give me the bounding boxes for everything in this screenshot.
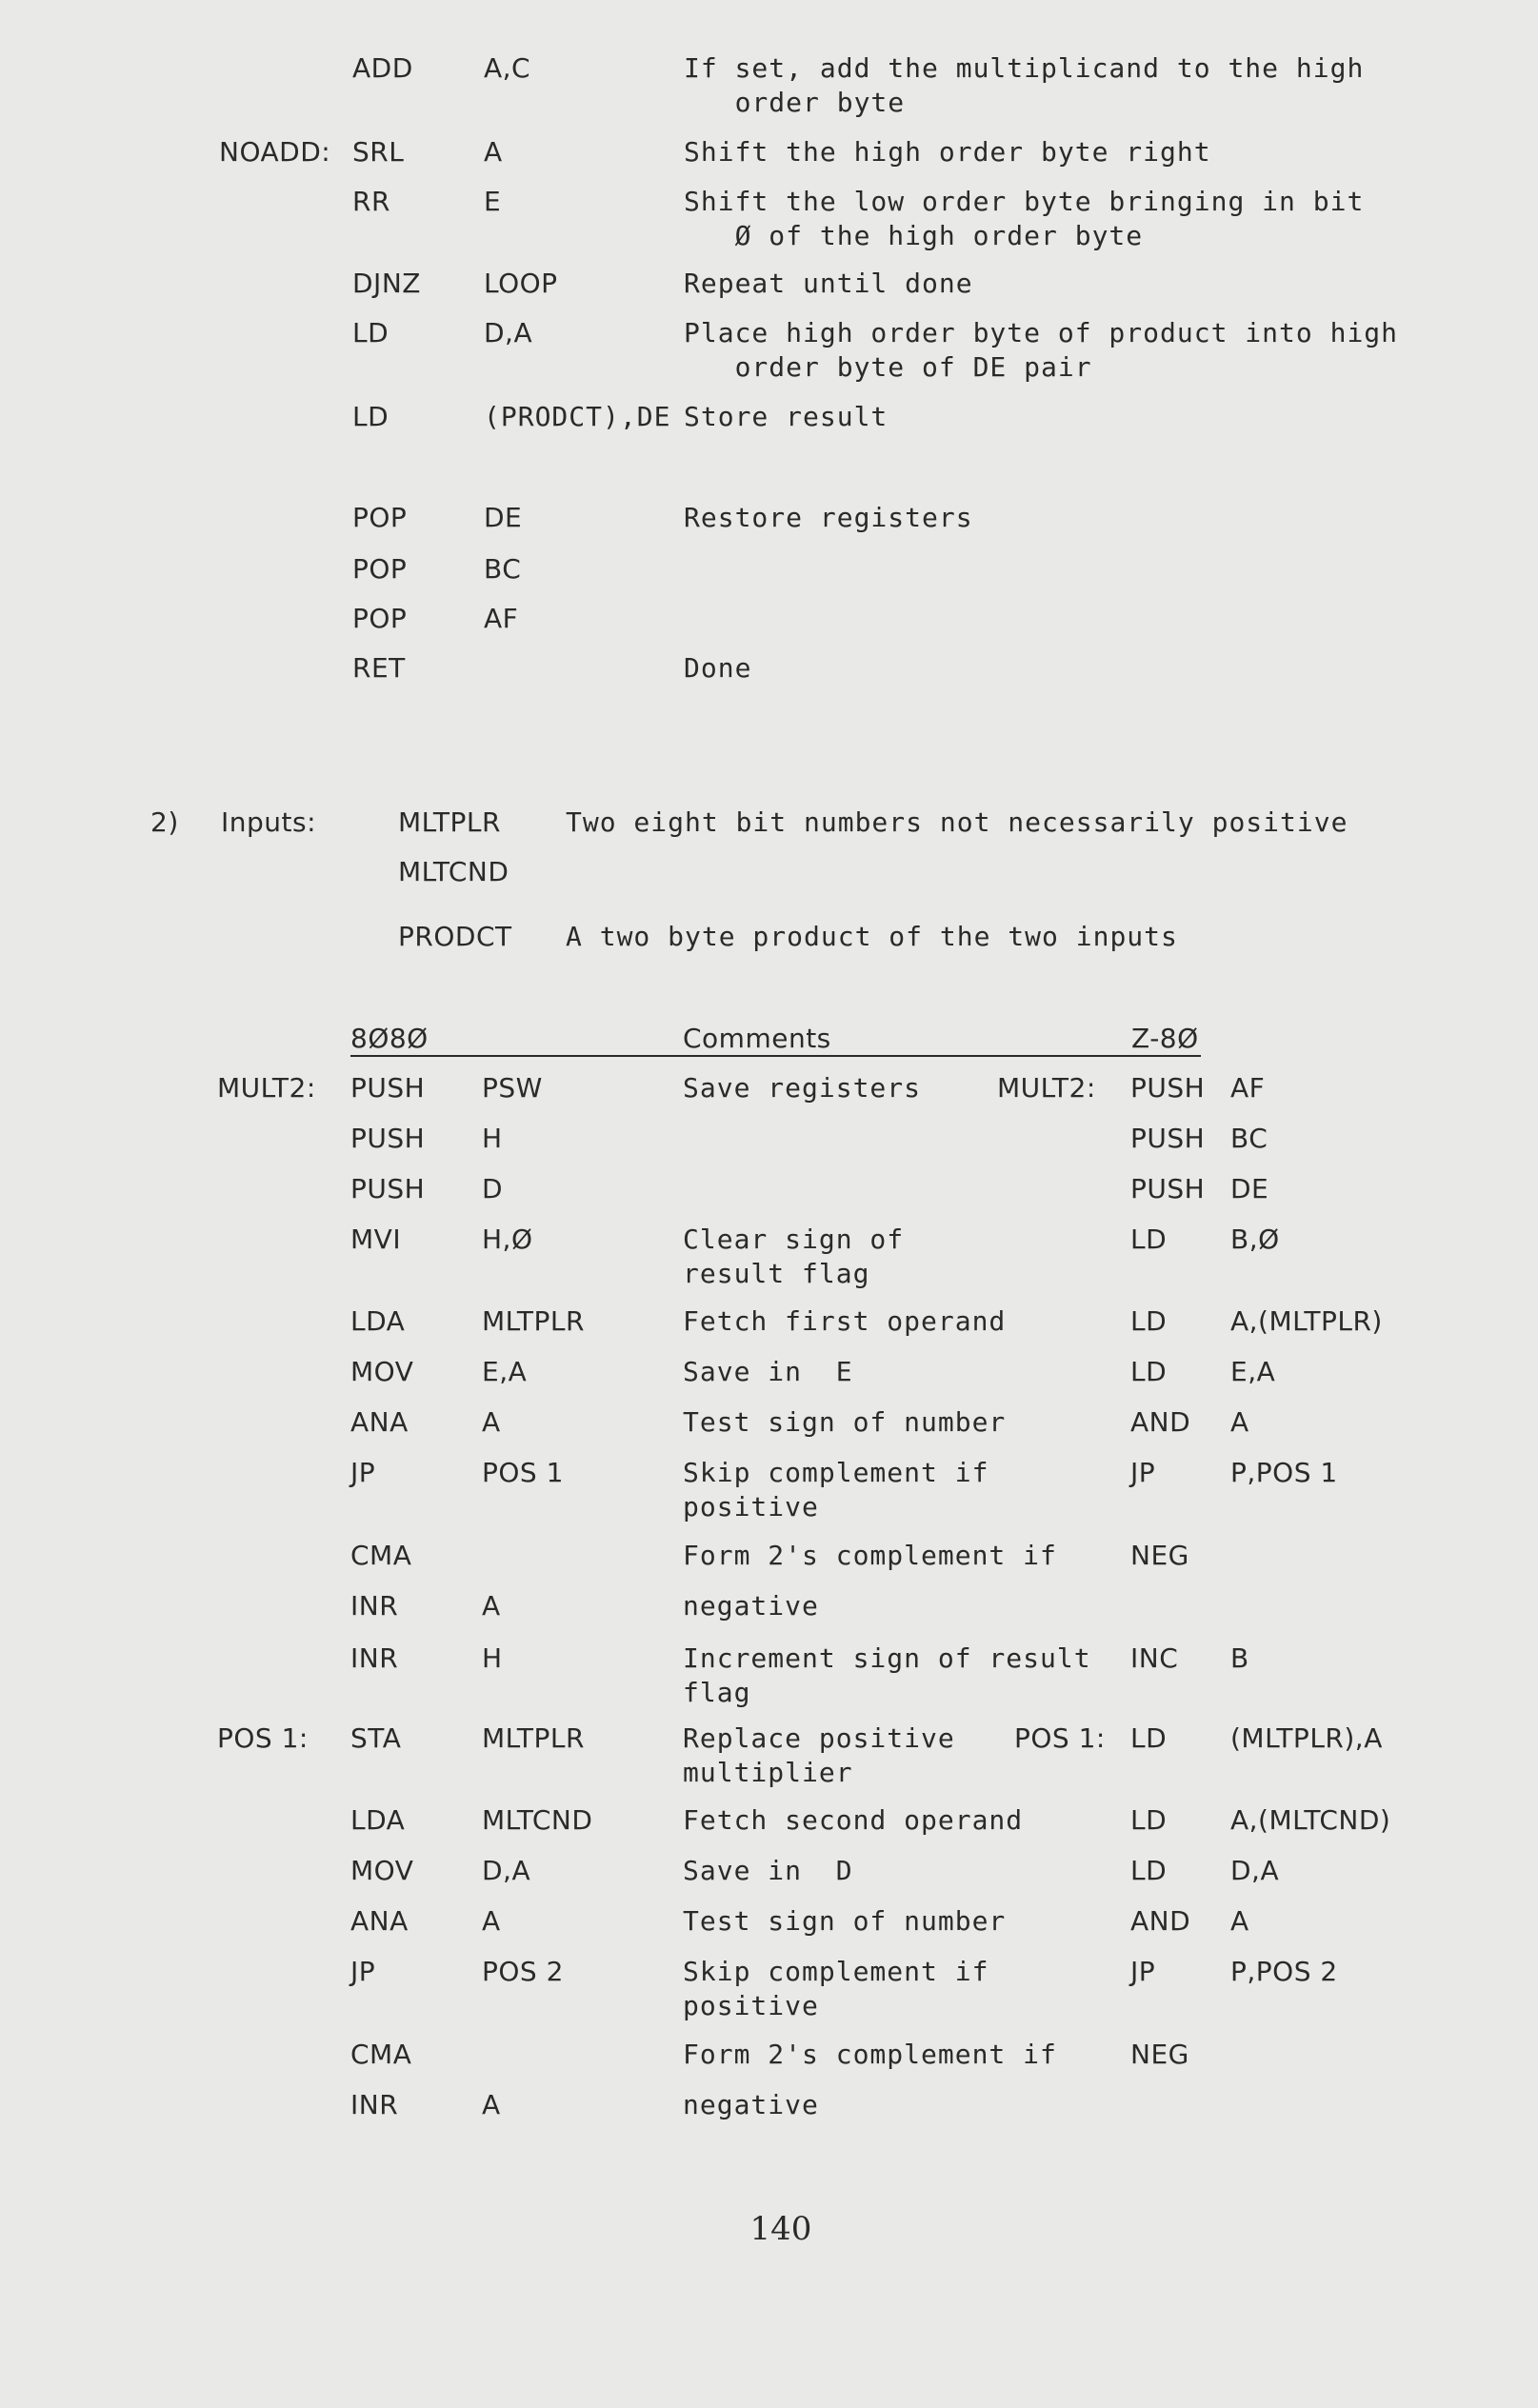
operand-8080: POS 1 — [482, 1457, 564, 1488]
operand-z80: P,POS 1 — [1230, 1457, 1338, 1488]
mnemonic-8080: PUSH — [350, 1173, 426, 1204]
mnemonic: LD — [352, 317, 389, 348]
operand-8080: MLTCND — [482, 1804, 593, 1836]
mnemonic: RR — [352, 186, 390, 217]
mnemonic: POP — [352, 603, 408, 634]
operand-8080: PSW — [482, 1072, 543, 1104]
operand-z80: A — [1230, 1905, 1249, 1937]
operand-8080: A — [482, 2089, 501, 2120]
mnemonic-8080: PUSH — [350, 1072, 426, 1104]
comment: Skip complement if positive — [683, 1956, 989, 2021]
operand-z80: B — [1230, 1642, 1249, 1674]
mnemonic-8080: MOV — [350, 1855, 414, 1886]
operand-z80: E,A — [1230, 1356, 1276, 1387]
header-comments: Comments — [683, 1023, 831, 1054]
mnemonic: RET — [352, 652, 406, 684]
comment: Increment sign of result flag — [683, 1642, 1091, 1708]
operand-8080: H — [482, 1642, 503, 1674]
operand-z80: BC — [1230, 1123, 1268, 1154]
header-8080: 8Ø8Ø — [350, 1023, 429, 1054]
comment: Fetch second operand — [683, 1804, 1024, 1836]
mnemonic: ADD — [352, 52, 413, 84]
mnemonic-z80: AND — [1130, 1406, 1191, 1438]
mnemonic-8080: INR — [350, 1590, 399, 1622]
inputs-label: Inputs: — [221, 806, 317, 838]
output-var-prodct: PRODCT — [398, 921, 512, 952]
operand: E — [484, 186, 502, 217]
operand: A,C — [484, 52, 531, 84]
mnemonic-8080: MOV — [350, 1356, 414, 1387]
comment: Shift the low order byte bringing in bit Ø of the high order byte — [684, 186, 1365, 251]
comment: Shift the high order byte right — [684, 136, 1211, 168]
mnemonic-z80: NEG — [1130, 1540, 1189, 1571]
mnemonic-z80: LD — [1130, 1722, 1168, 1754]
mnemonic-z80: LD — [1130, 1804, 1168, 1836]
comment: Place high order byte of product into high order byte of DE pair — [684, 317, 1399, 383]
mnemonic-z80: LD — [1130, 1356, 1168, 1387]
mnemonic-z80: PUSH — [1130, 1173, 1206, 1204]
mnemonic-z80: LD — [1130, 1224, 1168, 1255]
mnemonic-z80: LD — [1130, 1305, 1168, 1337]
line-label-z80: POS 1: — [1014, 1722, 1106, 1754]
operand-8080: POS 2 — [482, 1956, 564, 1987]
operand-8080: D,A — [482, 1855, 531, 1886]
comment: Test sign of number — [683, 1905, 1007, 1937]
operand-z80: AF — [1230, 1072, 1266, 1104]
operand-8080: MLTPLR — [482, 1305, 585, 1337]
operand-8080: A — [482, 1905, 501, 1937]
mnemonic: DJNZ — [352, 268, 421, 299]
operand: A — [484, 136, 503, 168]
comment: Replace positive multiplier — [683, 1722, 955, 1788]
mnemonic-8080: INR — [350, 1642, 399, 1674]
comment: Save in D — [683, 1855, 853, 1886]
comment: Repeat until done — [684, 268, 973, 299]
operand: AF — [484, 603, 519, 634]
section-number: 2) — [150, 806, 179, 838]
mnemonic-z80: INC — [1130, 1642, 1179, 1674]
operand-z80: P,POS 2 — [1230, 1956, 1338, 1987]
mnemonic: POP — [352, 502, 408, 533]
input-var-mltcnd: MLTCND — [398, 856, 509, 887]
line-label: MULT2: — [217, 1072, 316, 1104]
operand-z80: DE — [1230, 1173, 1269, 1204]
mnemonic: SRL — [352, 136, 405, 168]
comment: Restore registers — [684, 502, 973, 533]
mnemonic: POP — [352, 553, 408, 585]
operand-z80: B,Ø — [1230, 1224, 1280, 1255]
comment: If set, add the multiplicand to the high order byte — [684, 52, 1365, 118]
output-var-desc: A two byte product of the two inputs — [566, 921, 1178, 952]
page-number: 140 — [749, 2210, 812, 2248]
operand-8080: H — [482, 1123, 503, 1154]
operand-z80: A — [1230, 1406, 1249, 1438]
operand-z80: A,(MLTPLR) — [1230, 1305, 1383, 1337]
input-var-mltplr: MLTPLR — [398, 806, 501, 838]
mnemonic-8080: PUSH — [350, 1123, 426, 1154]
comment: Fetch first operand — [683, 1305, 1007, 1337]
operand-z80: D,A — [1230, 1855, 1280, 1886]
comment: Form 2's complement if — [683, 1540, 1057, 1571]
mnemonic-z80: PUSH — [1130, 1072, 1206, 1104]
comment: Skip complement if positive — [683, 1457, 989, 1522]
mnemonic-8080: INR — [350, 2089, 399, 2120]
line-label-z80: MULT2: — [997, 1072, 1096, 1104]
mnemonic-z80: NEG — [1130, 2039, 1189, 2070]
operand-8080: E,A — [482, 1356, 528, 1387]
comment: Form 2's complement if — [683, 2039, 1057, 2070]
mnemonic-z80: JP — [1130, 1956, 1156, 1987]
comment: Save in E — [683, 1356, 853, 1387]
operand: LOOP — [484, 268, 558, 299]
mnemonic-z80: LD — [1130, 1855, 1168, 1886]
comment: Clear sign of result flag — [683, 1224, 905, 1289]
line-label: NOADD: — [219, 136, 331, 168]
comment: Test sign of number — [683, 1406, 1007, 1438]
operand-z80: (MLTPLR),A — [1230, 1722, 1383, 1754]
mnemonic-8080: CMA — [350, 1540, 412, 1571]
mnemonic-8080: LDA — [350, 1305, 406, 1337]
mnemonic-z80: AND — [1130, 1905, 1191, 1937]
mnemonic-8080: ANA — [350, 1905, 409, 1937]
line-label: POS 1: — [217, 1722, 309, 1754]
operand: (PRODCT),DE — [484, 401, 671, 432]
operand: DE — [484, 502, 523, 533]
mnemonic-8080: CMA — [350, 2039, 412, 2070]
mnemonic-8080: LDA — [350, 1804, 406, 1836]
operand-8080: MLTPLR — [482, 1722, 585, 1754]
operand-8080: H,Ø — [482, 1224, 533, 1255]
mnemonic-z80: PUSH — [1130, 1123, 1206, 1154]
mnemonic-8080: JP — [350, 1956, 376, 1987]
operand-8080: A — [482, 1590, 501, 1622]
header-z80: Z-8Ø — [1131, 1023, 1199, 1054]
comment: Done — [684, 652, 752, 684]
operand: D,A — [484, 317, 533, 348]
mnemonic-8080: ANA — [350, 1406, 409, 1438]
comment: Store result — [684, 401, 889, 432]
operand: BC — [484, 553, 522, 585]
header-rule — [350, 1055, 1201, 1057]
input-var-desc: Two eight bit numbers not necessarily positive — [566, 806, 1348, 838]
comment: negative — [683, 2089, 819, 2120]
operand-8080: A — [482, 1406, 501, 1438]
mnemonic-z80: JP — [1130, 1457, 1156, 1488]
comment: negative — [683, 1590, 819, 1622]
mnemonic-8080: STA — [350, 1722, 402, 1754]
mnemonic: LD — [352, 401, 389, 432]
comment: Save registers — [683, 1072, 922, 1104]
mnemonic-8080: MVI — [350, 1224, 402, 1255]
operand-8080: D — [482, 1173, 504, 1204]
operand-z80: A,(MLTCND) — [1230, 1804, 1391, 1836]
mnemonic-8080: JP — [350, 1457, 376, 1488]
